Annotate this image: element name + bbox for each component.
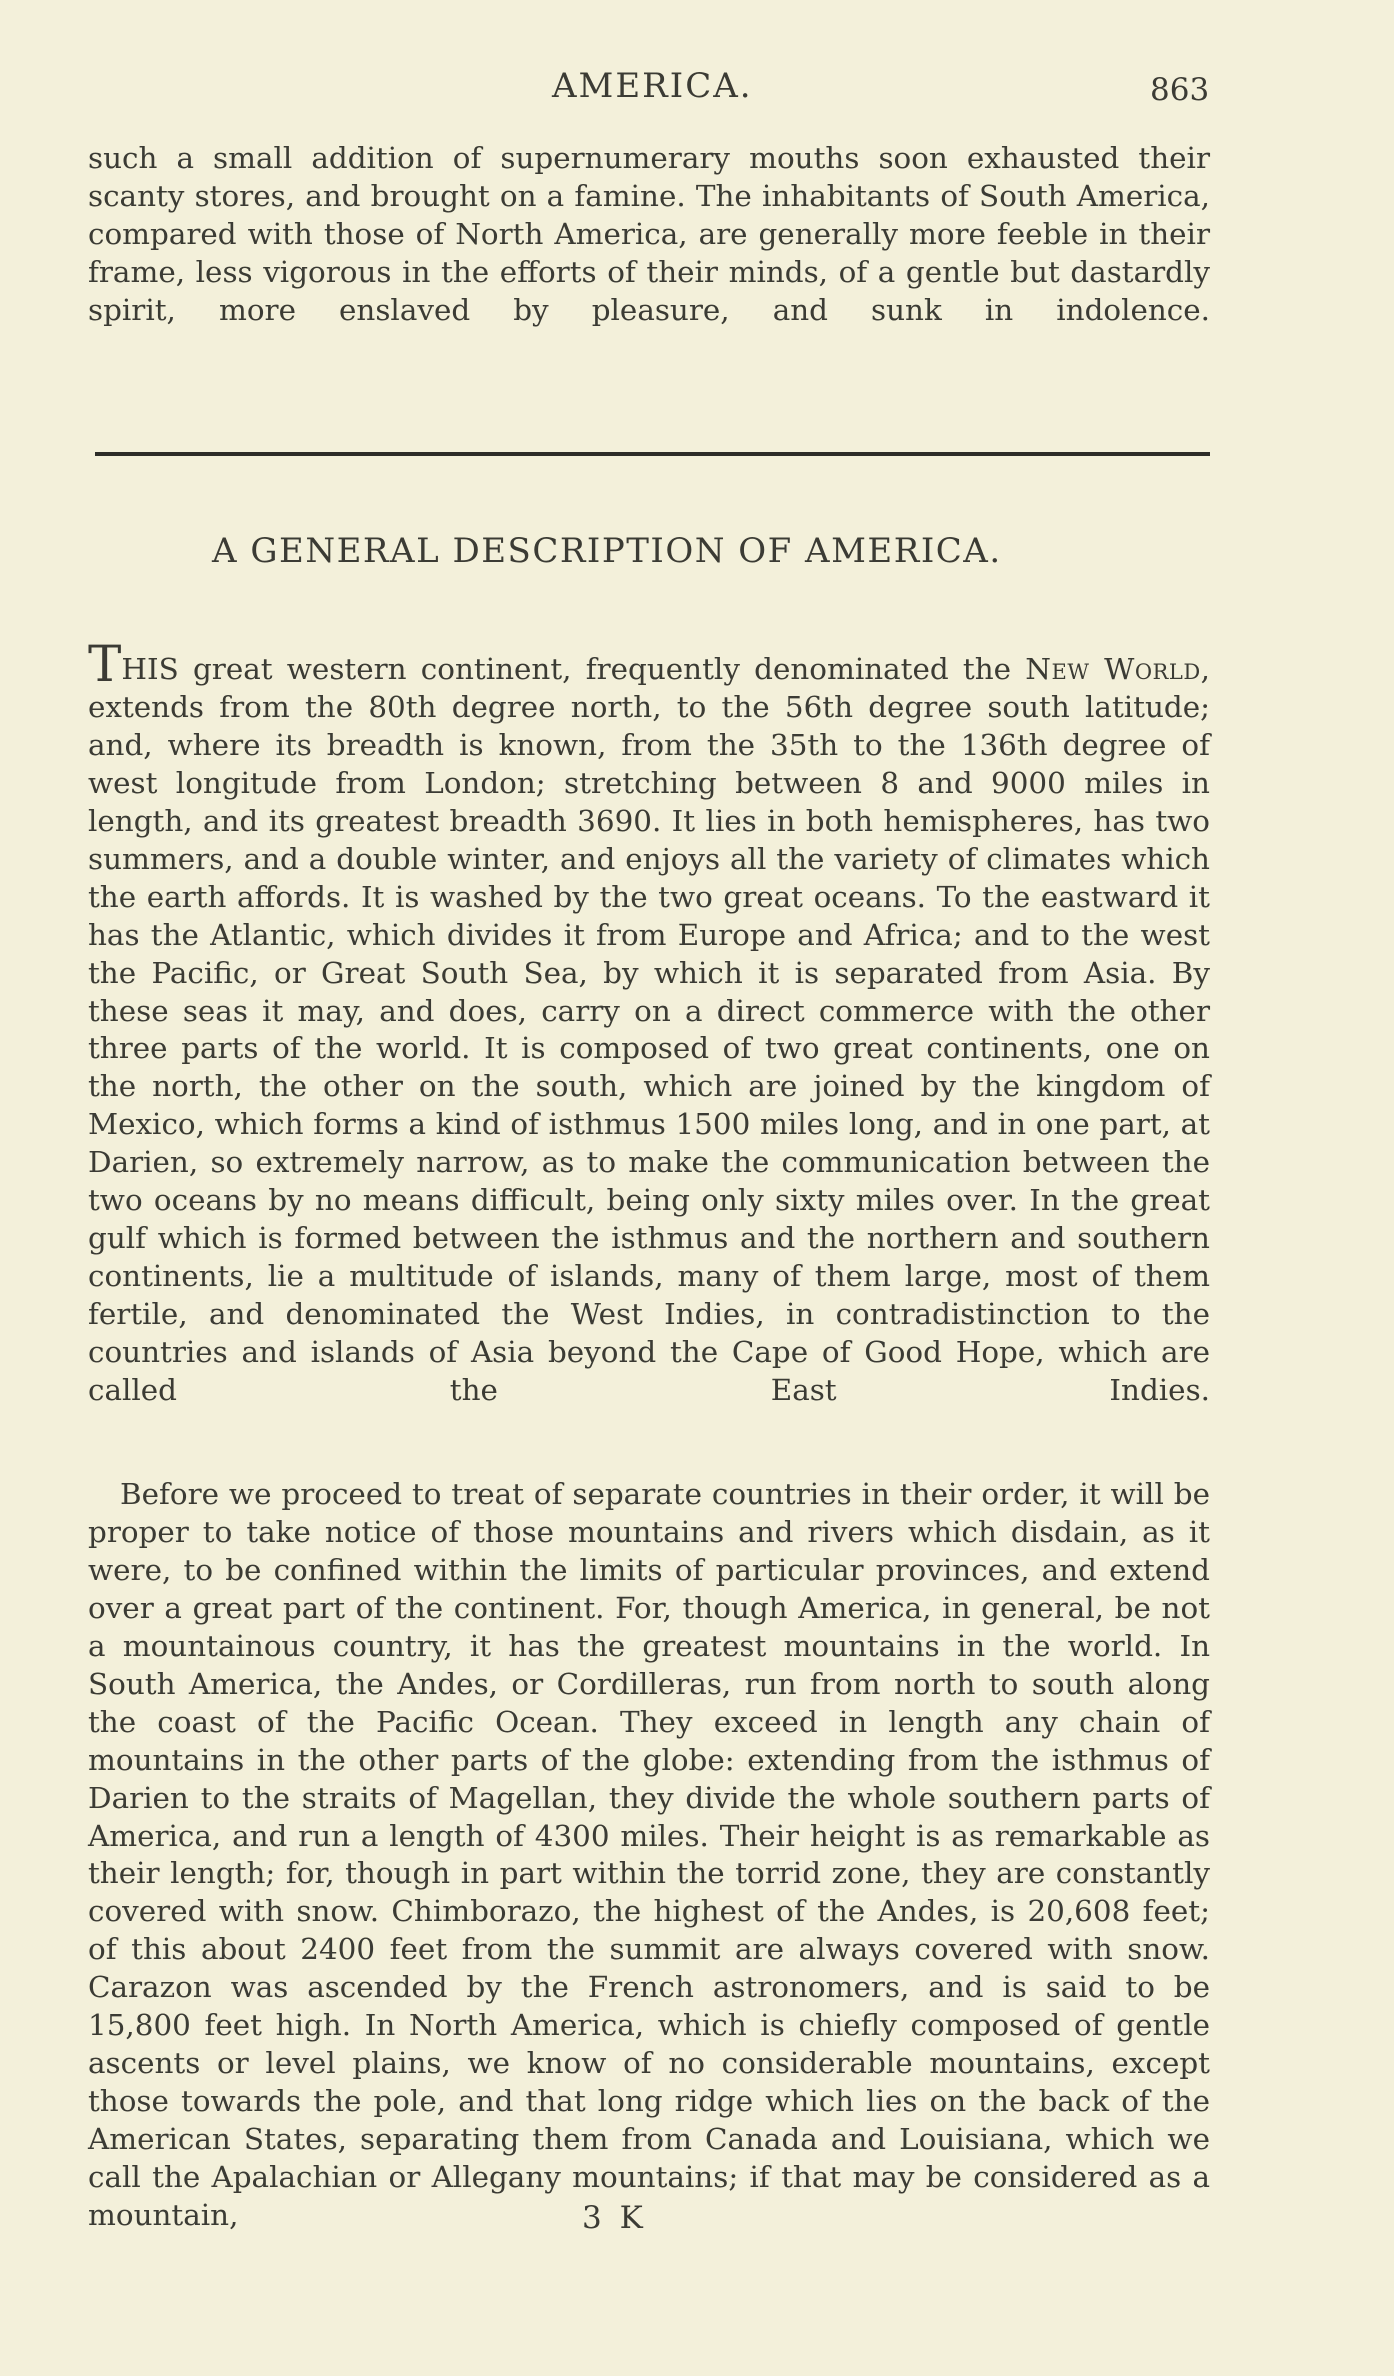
paragraph-one-body: , extends from the 80th degree north, to the 56th degree south latitude; and, where its breadth is known, from the 35th to the 136th degree of west longitude from London; stretching between 8 and 9000 miles in length, and its greatest breadth 3690. It lies in both hemispheres, has two summers, and a double winter, and enjoys all the variety of climates which the earth affords. It is washed by the two great oceans. To the eastward it has the Atlantic, which divides it from Europe and Africa; and to the west the Pacific, or Great South Sea, by which it is separated from Asia. By these seas it may, and does, carry on a direct commerce with the other three parts of the world. It is composed of two great continents, one on the north, the other on the south, which are joined by the kingdom of Mexico, which forms a kind of isthmus 1500 miles long, and in one part, at Darien, so extremely narrow, as to make the communication between the two oceans by no means difficult, being only sixty miles over. In the great gulf which is formed between the isthmus and the northern and southern continents, lie a multitude of islands, many of them large, most of them fertile, and denominated the West Indies, in contradistinction to the countries and islands of Asia beyond the Cape of Good Hope, which are called the East Indies. [88, 652, 1210, 1407]
description-paragraph-two: Before we proceed to treat of separate countries in their order, it will be proper to take notice of those mountains and rivers which disdain, as it were, to be confined within the limits of particular provinces, and extend over a great part of the continent. For, though America, in general, be not a mountainous country, it has the greatest mountains in the world. In South America, the Andes, or Cordilleras, run from north to south along the coast of the Pacific Ocean. They exceed in length any chain of mountains in the other parts of the globe: extending from the isthmus of Darien to the straits of Magellan, they divide the whole southern parts of America, and run a length of 4300 miles. Their height is as remarkable as their length; for, though in part within the torrid zone, they are constantly covered with snow. Chimborazo, the highest of the Andes, is 20,608 feet; of this about 2400 feet from the summit are always covered with snow. Carazon was ascended by the French astronomers, and is said to be 15,800 feet high. In North America, which is chiefly composed of gentle ascents or level plains, we know of no considerable mountains, except those towards the pole, and that long ridge which lies on the back of the American States, separating them from Canada and Louisiana, which we call the Apalachian or Allegany mountains; if that may be considered as a mountain, [88, 1477, 1210, 2232]
running-header: AMERICA. [552, 66, 753, 106]
paragraph-one-opening: HIS great western continent, frequently denominated the [121, 652, 1026, 687]
new-world-small-caps: New World [1025, 652, 1201, 687]
drop-cap-letter: T [88, 635, 122, 694]
section-heading: A GENERAL DESCRIPTION OF AMERICA. [212, 531, 1002, 571]
section-divider [95, 452, 1210, 456]
intro-paragraph: such a small addition of supernumerary mouths soon exhausted their scanty stores, and brought on a famine. The inhabitants of South America, compared with those of North America, are generally more feeble in their frame, less vigorous in the efforts of their minds, of a gentle but dastardly spirit, more enslaved by pleasure, and sunk in indolence. [88, 141, 1210, 327]
signature-mark: 3 K [582, 2200, 647, 2236]
description-paragraph-one [88, 635, 1210, 1409]
page-number: 863 [1150, 72, 1210, 108]
